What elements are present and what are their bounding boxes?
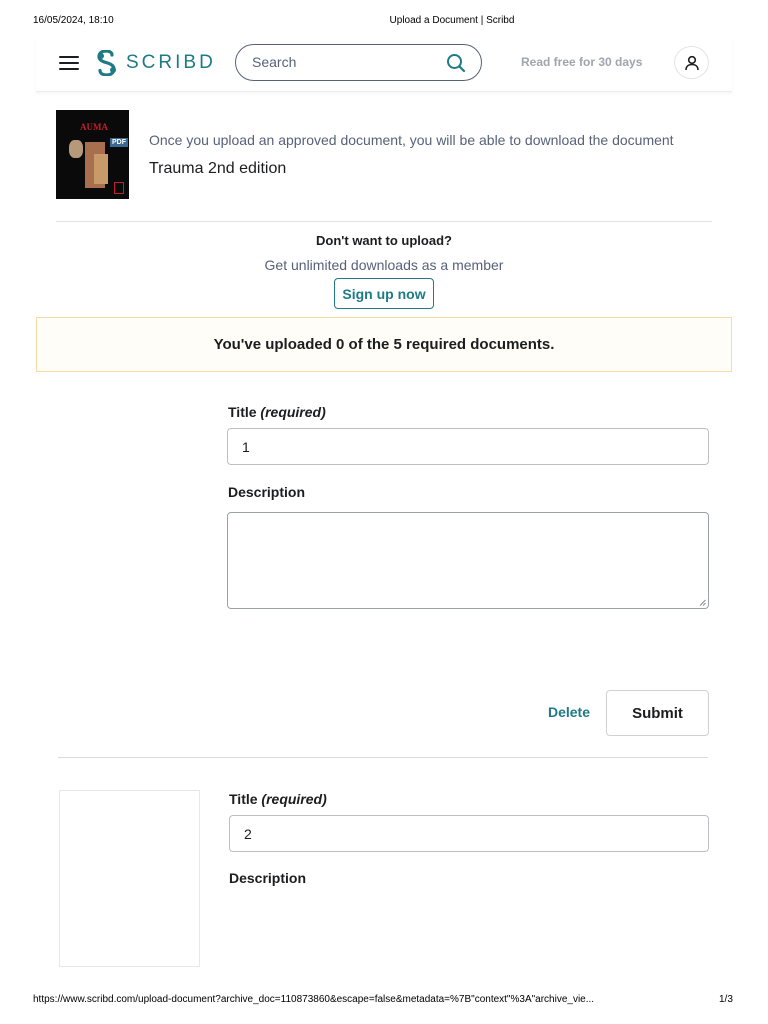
scribd-logo[interactable]: [96, 50, 216, 76]
required-marker: (required): [260, 404, 326, 420]
title-input-1[interactable]: 1: [227, 428, 709, 465]
cover-skull-figure: [69, 140, 83, 158]
document-cover-thumbnail: [56, 110, 129, 199]
required-marker-2: (required): [261, 791, 327, 807]
description-label-2: Description: [229, 870, 307, 886]
title-label-2: [229, 791, 327, 807]
form-divider: [58, 757, 708, 758]
title-label-text-2: Title: [229, 791, 258, 807]
read-free-link[interactable]: Read free for 30 days: [521, 55, 643, 69]
description-label-1: Description: [228, 484, 306, 500]
search-input[interactable]: Search: [252, 54, 297, 70]
user-icon: [684, 55, 700, 71]
print-page-title: Upload a Document | Scribd: [389, 15, 515, 26]
print-page-number: 1/3: [719, 994, 733, 1005]
delete-button[interactable]: Delete: [547, 704, 591, 720]
document-thumbnail-placeholder: [59, 790, 200, 967]
cover-accent: [114, 182, 124, 194]
search-icon[interactable]: [446, 53, 466, 73]
hamburger-menu-icon[interactable]: [59, 56, 79, 70]
document-title: Trauma 2nd edition: [149, 160, 287, 177]
upsell-heading: Don't want to upload?: [316, 233, 452, 248]
scribd-logo-icon: [96, 50, 118, 76]
upsell-subtext: Get unlimited downloads as a member: [264, 257, 504, 273]
sign-up-button[interactable]: Sign up now: [334, 278, 434, 309]
title-label-1: [228, 404, 326, 420]
section-divider: [56, 221, 712, 222]
upload-progress-banner: You've uploaded 0 of the 5 required documents.: [36, 317, 732, 372]
pdf-badge: PDF: [112, 139, 126, 146]
title-label-text: Title: [228, 404, 257, 420]
upload-download-note: Once you upload an approved document, you will be able to download the document: [149, 132, 674, 148]
user-account-button[interactable]: [674, 46, 709, 79]
scribd-logo-text: SCRIBD: [126, 52, 216, 73]
print-datetime: 16/05/2024, 18:10: [33, 15, 114, 26]
print-url: https://www.scribd.com/upload-document?archive_doc=110873860&escape=false&metadata=%7B"context"%3A"archive_vie...: [33, 994, 595, 1005]
cover-anatomy-figure-2: [94, 154, 108, 184]
submit-button[interactable]: Submit: [606, 690, 709, 736]
cover-title-text: AUMA: [80, 122, 108, 132]
resize-handle-icon[interactable]: [699, 599, 706, 606]
description-textarea-1[interactable]: [227, 512, 709, 609]
title-input-2[interactable]: 2: [229, 815, 709, 852]
